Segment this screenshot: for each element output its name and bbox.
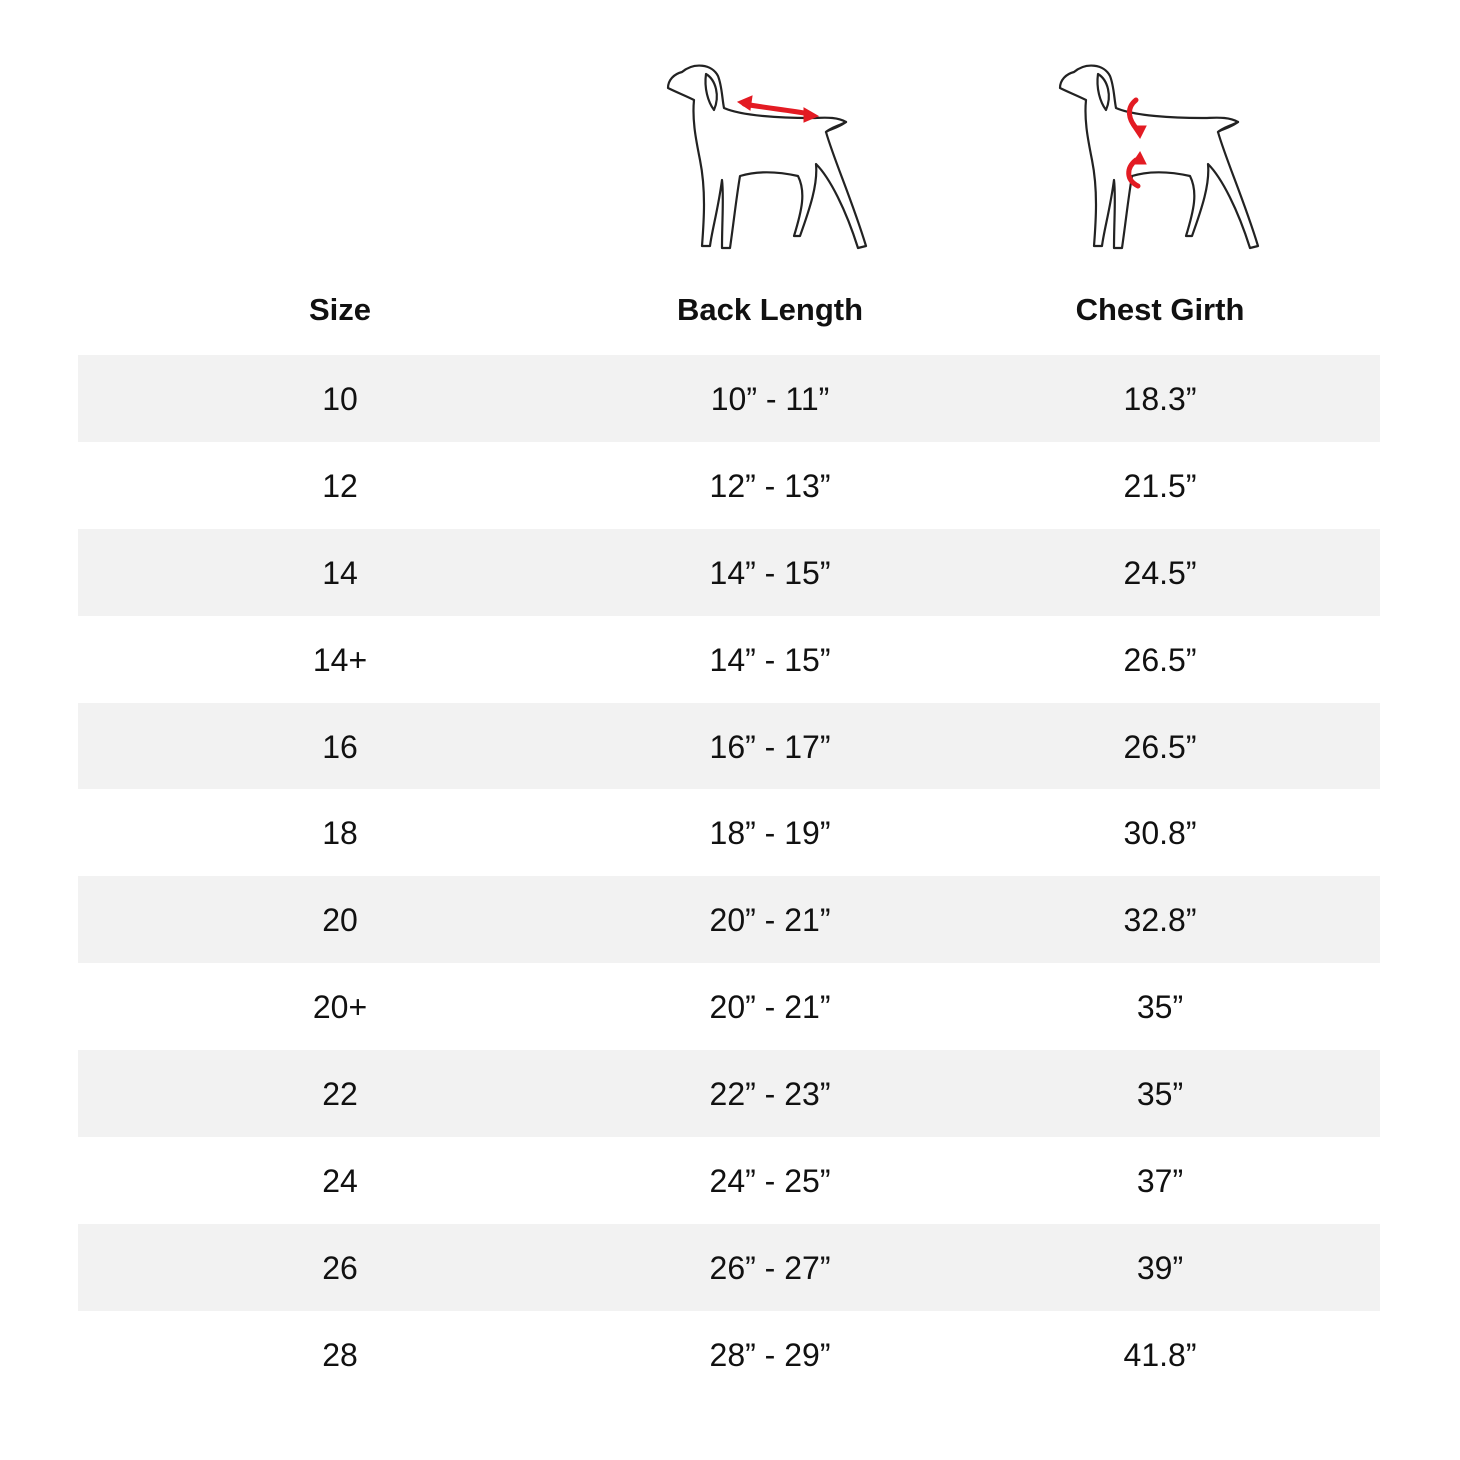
size-cell: 28: [322, 1336, 358, 1373]
chest-girth-cell: 26.5”: [1123, 641, 1197, 678]
dog-outline: [668, 66, 866, 248]
back-length-cell: 10” - 11”: [710, 381, 830, 417]
table-row: [78, 1050, 1380, 1137]
chest-girth-cell: 24.5”: [1123, 554, 1197, 591]
chest-girth-cell: 21.5”: [1123, 467, 1197, 504]
chest-girth-cell: 37”: [1136, 1163, 1184, 1200]
back-length-cell: 26” - 27”: [709, 1249, 831, 1286]
chest-girth-cell: 26.5”: [1123, 728, 1197, 765]
size-cell: 14: [322, 554, 358, 591]
table-row: [78, 529, 1380, 616]
size-cell: 10: [322, 381, 358, 417]
dog-outline: [1060, 66, 1258, 248]
size-cell: 26: [322, 1249, 358, 1286]
size-cell: 14+: [312, 641, 368, 678]
header-size: Size: [308, 292, 372, 327]
back-length-cell: 18” - 19”: [709, 815, 831, 852]
back-length-cell: 14” - 15”: [709, 641, 831, 678]
table-row: [78, 1224, 1380, 1311]
table-row: [78, 963, 1380, 1050]
size-cell: 16: [322, 728, 358, 765]
table-row: [78, 355, 1380, 442]
table-row: [78, 616, 1380, 703]
size-cell: 22: [322, 1076, 358, 1113]
size-table: [78, 355, 1380, 1398]
back-length-cell: 28” - 29”: [709, 1336, 831, 1373]
chest-girth-cell: 35”: [1136, 1076, 1184, 1113]
dog-back-length-svg: [660, 60, 880, 260]
table-row: [78, 1137, 1380, 1224]
size-cell: 18: [322, 815, 358, 852]
table-row: [78, 703, 1380, 790]
chest-girth-cell: 35”: [1136, 989, 1184, 1026]
dog-chest-girth-icon: [1052, 60, 1272, 260]
table-row: [78, 442, 1380, 529]
size-cell: 20: [322, 902, 358, 939]
chest-girth-cell: 41.8”: [1123, 1336, 1197, 1373]
back-length-cell: 24” - 25”: [709, 1163, 831, 1200]
back-length-cell: 14” - 15”: [709, 554, 831, 591]
back-length-cell: 22” - 23”: [709, 1076, 831, 1113]
dog-chest-girth-svg: [1052, 60, 1272, 260]
table-row: [78, 876, 1380, 963]
size-cell: 20+: [312, 989, 368, 1026]
chest-girth-cell: 30.8”: [1123, 815, 1197, 852]
chest-girth-cell: 39”: [1136, 1249, 1184, 1286]
header-chest-girth: Chest Girth: [1075, 292, 1245, 327]
size-cell: 24: [322, 1163, 358, 1200]
back-length-cell: 12” - 13”: [709, 467, 831, 504]
back-length-cell: 20” - 21”: [709, 989, 831, 1026]
back-length-cell: 20” - 21”: [709, 902, 831, 939]
table-row: [78, 789, 1380, 876]
back-length-cell: 16” - 17”: [709, 728, 831, 765]
header-back-length: Back Length: [676, 292, 864, 327]
size-cell: 12: [322, 467, 358, 504]
table-row: [78, 1311, 1380, 1398]
chest-girth-cell: 18.3”: [1123, 381, 1197, 417]
chest-girth-cell: 32.8”: [1123, 902, 1197, 939]
dog-back-length-icon: [660, 60, 880, 260]
